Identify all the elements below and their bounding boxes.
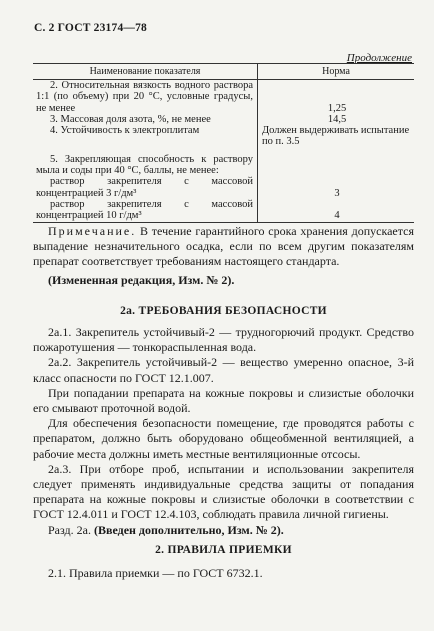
section-2a-body	[33, 325, 414, 538]
paragraph-2a2: 2а.2. Закрепитель устойчивый-2 — вещество умеренно опасное, 3-й класс опасности по ГОСТ 12.1.007.	[33, 355, 414, 385]
row-value: 1,25	[327, 102, 347, 114]
column-header-indicator: Наименование показателя	[33, 64, 258, 80]
paragraph-2a3: 2а.3. При отборе проб, испытании и использовании закрепителя следует применять индивидуальные средства защиты от попадания препарата на кожные покровы и слизистые оболочки в соответствии с ГОСТ 12.4.011 и ГОСТ 12.4.103, соблюдать правила личной гигиены.	[33, 461, 414, 522]
section-2a-footer	[33, 523, 414, 538]
row-value: 4	[258, 199, 415, 222]
paragraph-2a2-ventilation: Для обеспечения безопасности помещение, где проводятся работы с препаратом, должно быть оборудовано общеобменной вентиляцией, а рабочие места должны иметь местные вентиляционные отсосы.	[33, 416, 414, 461]
note-title: Примечание.	[48, 224, 137, 238]
row-value: 3	[334, 187, 340, 199]
note-text: В течение гарантийного срока хранения допускается выпадение незначительного осадка, если по всем другим показателям препарат соответствует требованиям настоящего стандарта.	[33, 224, 414, 269]
note-paragraph	[33, 224, 414, 270]
table-row	[33, 114, 414, 125]
row-name: 4. Устойчивость к электроплитам	[33, 125, 258, 148]
note-block	[33, 224, 414, 270]
row-value: Должен выдерживать испытание по п. 3.5	[262, 125, 410, 148]
continued-label: Продолжение	[346, 52, 412, 64]
paragraph-2a1: 2а.1. Закрепитель устойчивый-2 — трудногорючий продукт. Средство пожаротушения — тонкораспыленная вода.	[33, 325, 414, 355]
row-value	[258, 148, 415, 177]
section-2-title: 2. ПРАВИЛА ПРИЕМКИ	[155, 544, 292, 556]
row-value: 14,5	[327, 113, 347, 125]
section-2a-footer-note: (Введен дополнительно, Изм. № 2).	[93, 522, 284, 537]
norms-table	[33, 63, 414, 223]
column-header-norm: Норма	[258, 64, 415, 80]
amendment-text: (Измененная редакция, Изм. № 2).	[48, 273, 235, 287]
row-name: 5. Закрепляющая способность к раствору мыла и соды при 40 °С, баллы, не менее:	[33, 148, 258, 177]
row-name: раствор закрепителя с массовой концентрацией 3 г/дм³	[33, 176, 258, 199]
table-row	[33, 148, 414, 177]
paragraph-2a2-first-aid: При попадании препарата на кожные покровы и слизистые оболочки его смывают проточной водой.	[33, 385, 414, 416]
paragraph-2-1: 2.1. Правила приемки — по ГОСТ 6732.1.	[48, 566, 263, 580]
section-2a-footer-prefix: Разд. 2а.	[48, 522, 94, 537]
section-2a-title: 2а. ТРЕБОВАНИЯ БЕЗОПАСНОСТИ	[120, 305, 327, 317]
table-row	[33, 176, 414, 199]
row-name: раствор закрепителя с массовой концентрацией 10 г/дм³	[33, 199, 258, 222]
amendment-note	[33, 273, 414, 288]
page-header: С. 2 ГОСТ 23174—78	[34, 22, 147, 34]
section-2-body	[33, 566, 414, 581]
table-row	[33, 125, 414, 148]
table-row	[33, 80, 414, 114]
table-row	[33, 199, 414, 222]
table-header-row	[33, 64, 414, 80]
row-name: 3. Массовая доля азота, %, не менее	[33, 114, 258, 125]
row-name: 2. Относительная вязкость водного раствора 1:1 (по объему) при 20 °С, условные градусы, не менее	[33, 80, 258, 114]
